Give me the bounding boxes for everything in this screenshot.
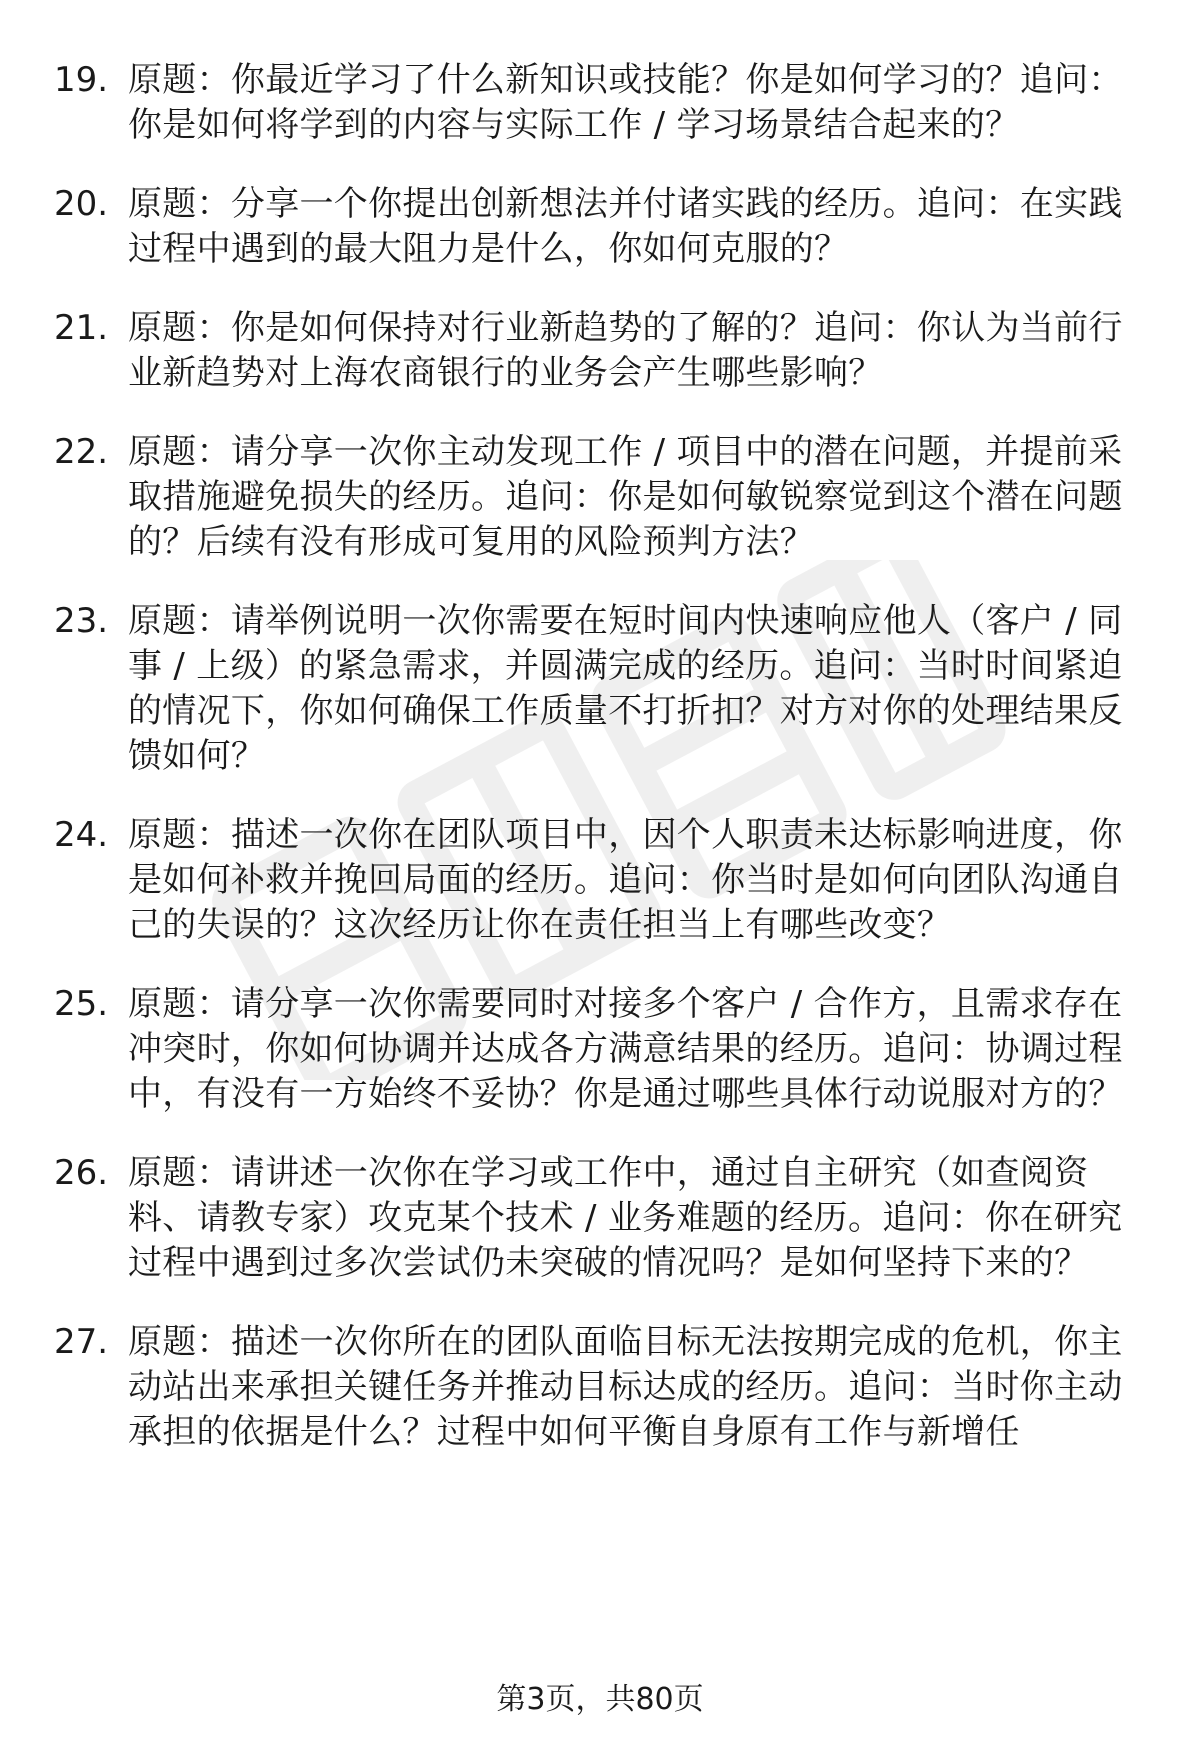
list-item [0,599,1200,779]
question-number: 25. [54,984,109,1024]
question-number: 22. [54,432,109,472]
list-item [0,430,1200,565]
question-list [0,58,1200,1489]
question-text: 原题：请讲述一次你在学习或工作中，通过自主研究（如查阅资料、请教专家）攻克某个技术 / 业务难题的经历。追问：你在研究过程中遇到过多次尝试仍未突破的情况吗？是如何坚持下来的？ [128,1153,1123,1283]
question-number: 26. [54,1153,109,1193]
question-text: 原题：你最近学习了什么新知识或技能？你是如何学习的？追问：你是如何将学到的内容与实际工作 / 学习场景结合起来的？ [128,60,1123,145]
list-item [0,813,1200,948]
question-text: 原题：请分享一次你需要同时对接多个客户 / 合作方，且需求存在冲突时，你如何协调并达成各方满意结果的经历。追问：协调过程中，有没有一方始终不妥协？你是通过哪些具体行动说服对方的？ [128,984,1123,1114]
list-item [0,1320,1200,1455]
question-text: 原题：请举例说明一次你需要在短时间内快速响应他人（客户 / 同事 / 上级）的紧急需求，并圆满完成的经历。追问：当时时间紧迫的情况下，你如何确保工作质量不打折扣？对方对你的处理结果反馈如何？ [128,601,1123,776]
list-item [0,1151,1200,1286]
question-number: 27. [54,1322,109,1362]
list-item [0,182,1200,272]
question-text: 原题：你是如何保持对行业新趋势的了解的？追问：你认为当前行业新趋势对上海农商银行的业务会产生哪些影响？ [128,308,1123,393]
list-item [0,982,1200,1117]
question-number: 24. [54,815,109,855]
question-number: 20. [54,184,109,224]
question-text: 原题：描述一次你在团队项目中，因个人职责未达标影响进度，你是如何补救并挽回局面的经历。追问：你当时是如何向团队沟通自己的失误的？这次经历让你在责任担当上有哪些改变？ [128,815,1123,945]
question-text: 原题：描述一次你所在的团队面临目标无法按期完成的危机，你主动站出来承担关键任务并推动目标达成的经历。追问：当时你主动承担的依据是什么？过程中如何平衡自身原有工作与新增任 [128,1322,1123,1452]
question-text: 原题：请分享一次你主动发现工作 / 项目中的潜在问题，并提前采取措施避免损失的经历。追问：你是如何敏锐察觉到这个潜在问题的？后续有没有形成可复用的风险预判方法？ [128,432,1123,562]
list-item [0,58,1200,148]
question-text: 原题：分享一个你提出创新想法并付诸实践的经历。追问：在实践过程中遇到的最大阻力是什么，你如何克服的？ [128,184,1123,269]
question-number: 19. [54,60,109,100]
question-number: 21. [54,308,109,348]
page-number: 第3页，共80页 [496,1682,704,1717]
list-item [0,306,1200,396]
question-number: 23. [54,601,109,641]
